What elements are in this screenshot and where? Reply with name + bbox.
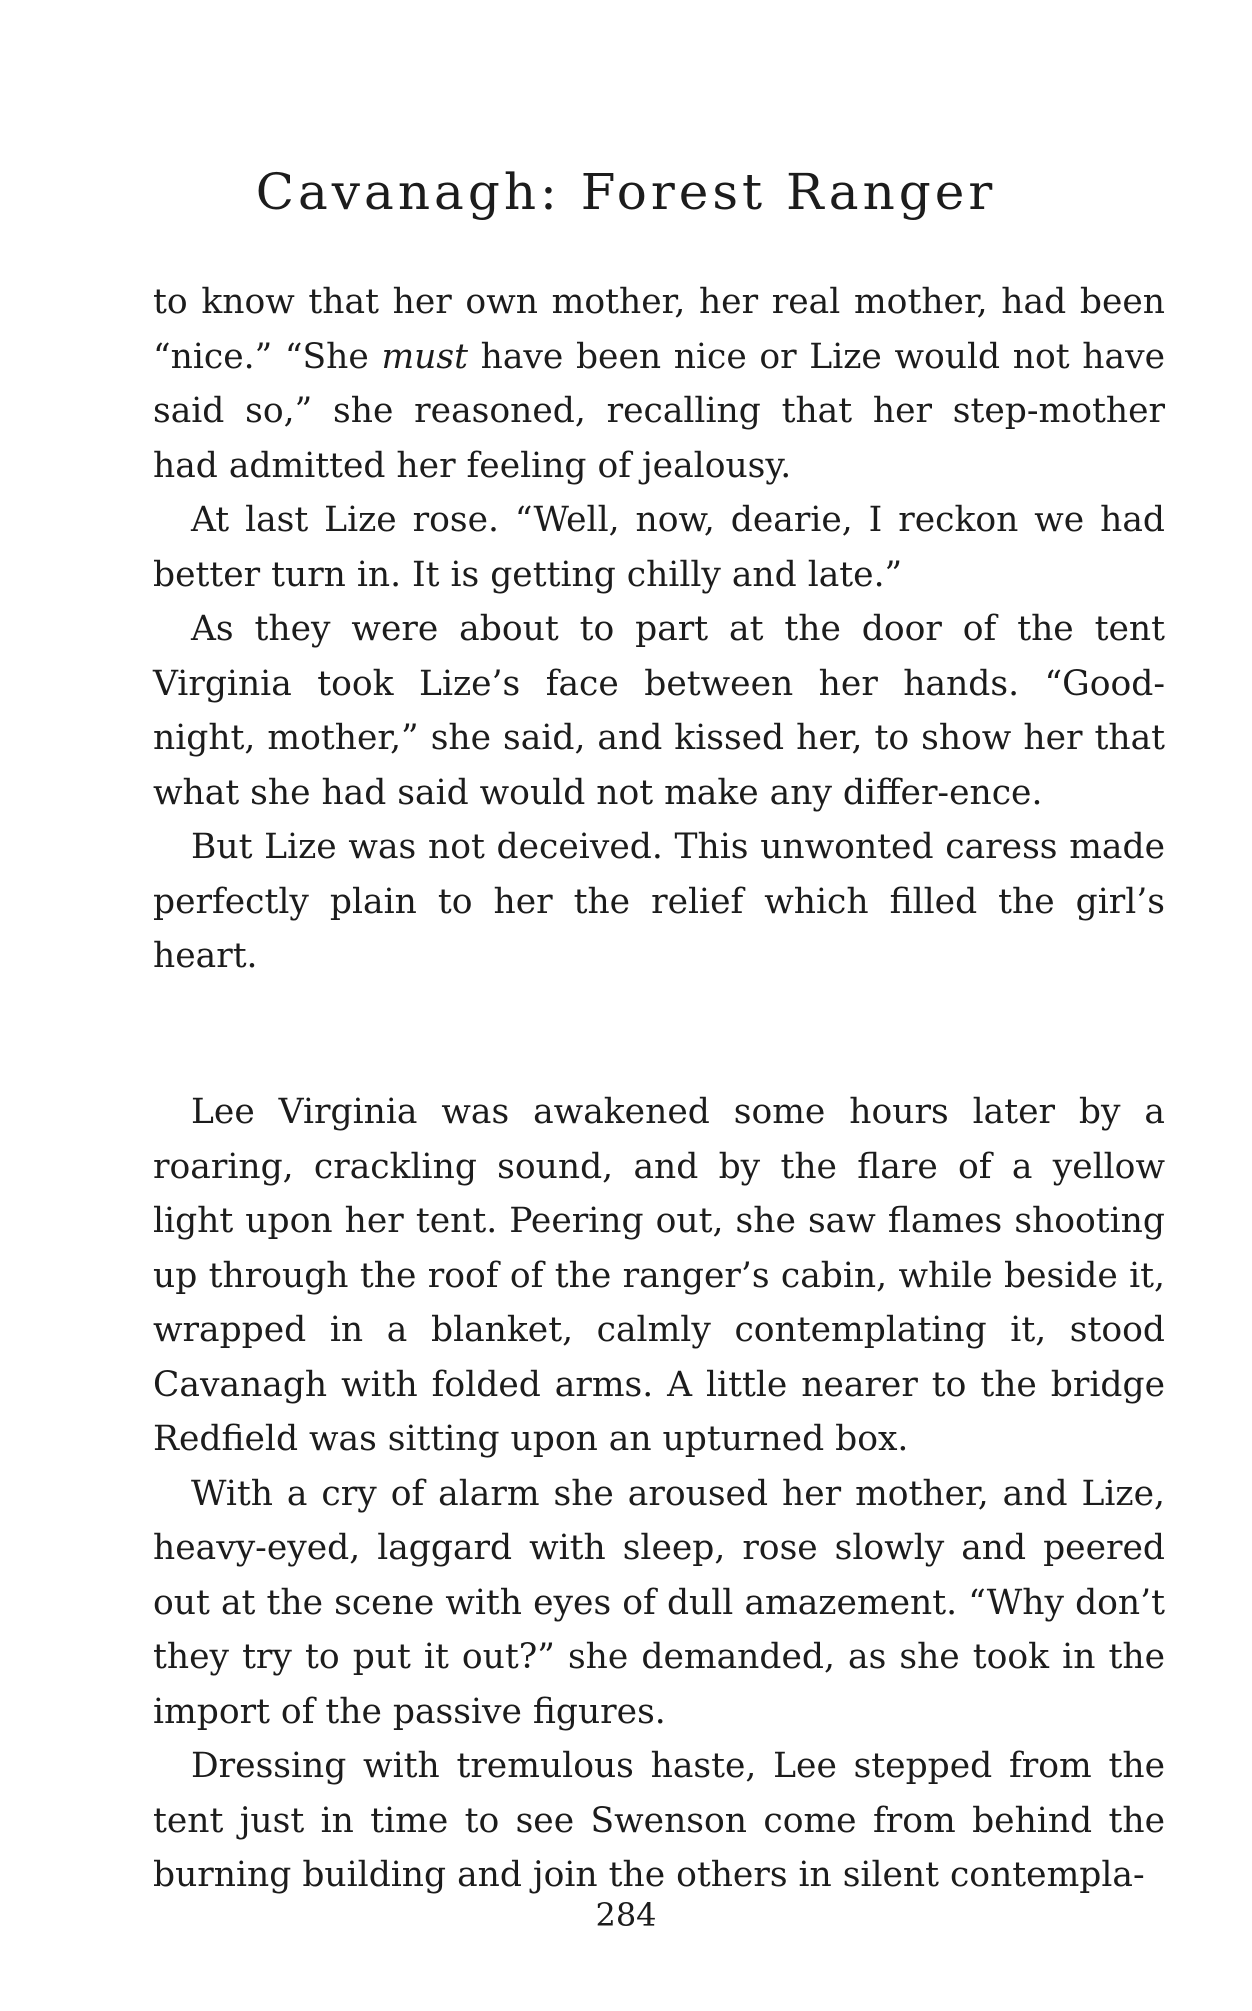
paragraph: At last Lize rose. “Well, now, dearie, I reckon we had better turn in. It is getting chilly and late.” — [153, 500, 1165, 595]
paragraph-text: have been nice or Lize would not have said so,” she reasoned, recalling that her step-mother had admitted her feeling of jealousy. — [153, 336, 1165, 486]
paragraph-text: to know that her own mother, her real mother, had been “nice.” “She — [153, 282, 1165, 377]
page-number: 284 — [595, 1896, 657, 1934]
emphasized-word: must — [381, 336, 468, 377]
paragraph: But Lize was not deceived. This unwonted caress made perfectly plain to her the relief which filled the girl’s heart. — [153, 827, 1165, 976]
running-head: Cavanagh: Forest Ranger — [255, 163, 997, 221]
paragraph: Lee Virginia was awakened some hours later by a roaring, crackling sound, and by the flare of a yellow light upon her tent. Peering out, she saw flames shooting up through the roof of the ranger’s cabin, while beside it, wrapped in a blanket, calmly contemplating it, stood Cavanagh with folded arms. A little nearer to the bridge Redfield was sitting upon an upturned box. — [153, 1092, 1165, 1459]
paragraph: With a cry of alarm she aroused her mother, and Lize, heavy-eyed, laggard with sleep, rose slowly and peered out at the scene with eyes of dull amazement. “Why don’t they try to put it out?” she demanded, as she took in the import of the passive figures. — [153, 1473, 1165, 1732]
paragraph: Dressing with tremulous haste, Lee stepped from the tent just in time to see Swenson come from behind the burning building and join the others in silent contempla- — [153, 1746, 1165, 1895]
text-section-1 — [153, 275, 1165, 984]
text-section-2 — [153, 1085, 1165, 1903]
paragraph — [153, 275, 1165, 493]
paragraph: As they were about to part at the door of the tent Virginia took Lize’s face between her hands. “Good-night, mother,” she said, and kissed her, to show her that what she had said would not make any differ-ence. — [153, 609, 1165, 813]
